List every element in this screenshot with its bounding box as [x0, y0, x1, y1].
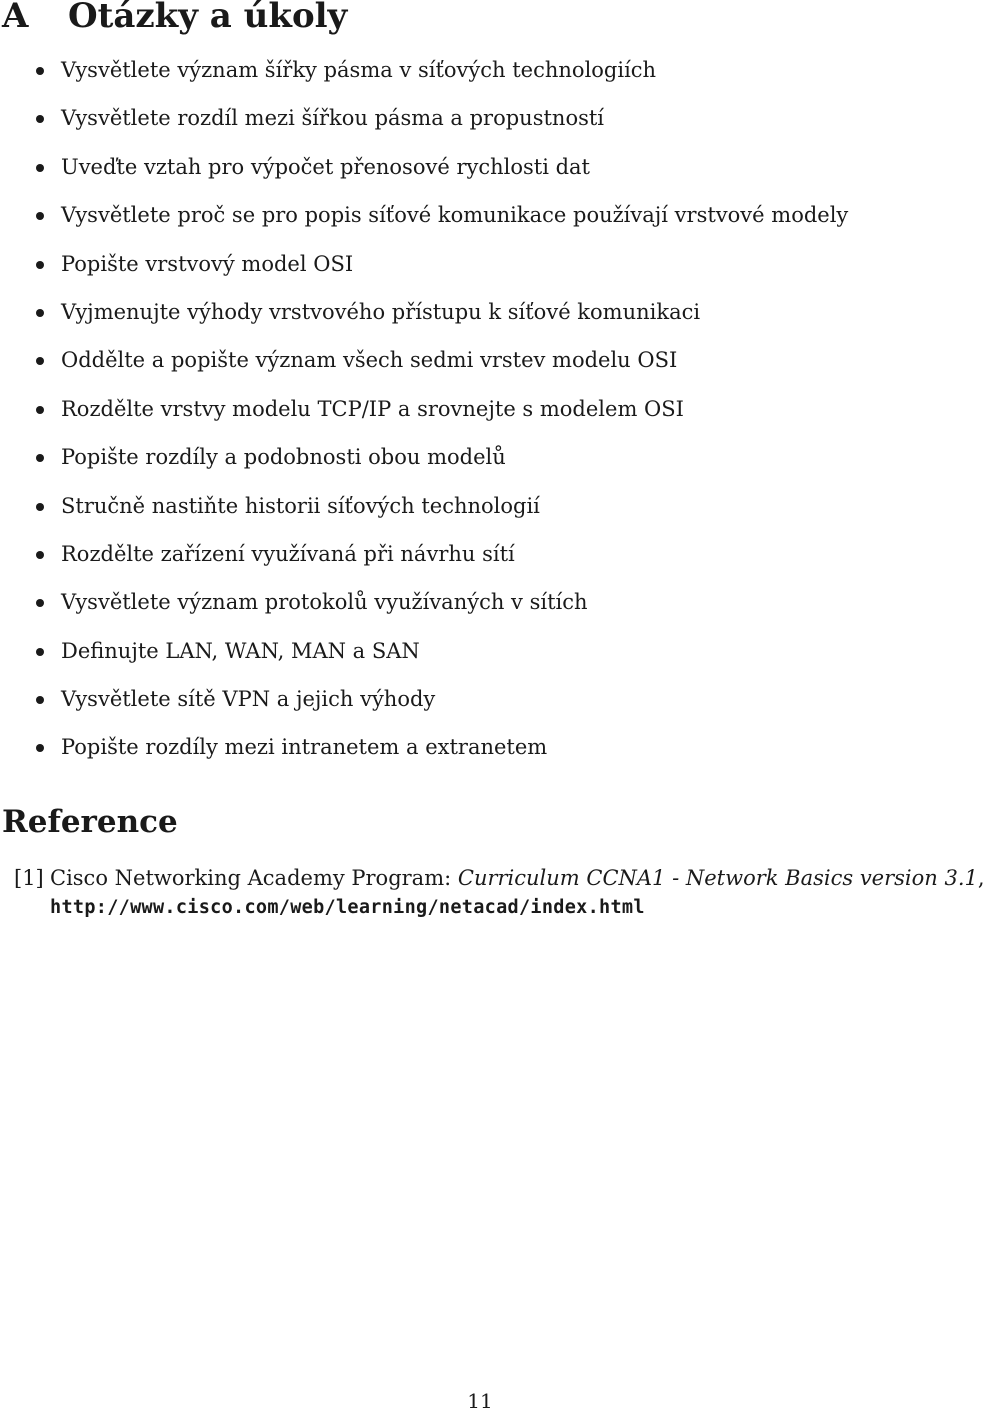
references-heading: Reference	[2, 804, 178, 840]
bullet-icon	[36, 648, 44, 656]
reference-separator: ,	[977, 866, 985, 890]
task-text: Vyjmenujte výhody vrstvového přístupu k síťové komunikaci	[61, 299, 701, 324]
page-number: 11	[467, 1389, 493, 1413]
task-text: Vysvětlete rozdíl mezi šířkou pásma a propustností	[61, 106, 605, 131]
reference-url-link[interactable]: http://www.cisco.com/web/learning/netacad/index.html	[50, 897, 645, 918]
task-text: Rozdělte zařízení využívaná při návrhu sítí	[61, 541, 515, 566]
task-text: Vysvětlete význam protokolů využívaných v sítích	[61, 590, 588, 615]
task-text: Rozdělte vrstvy modelu TCP/IP a srovnejte s modelem OSI	[61, 396, 684, 421]
reference-number: [1]	[14, 866, 44, 890]
task-text: Oddělte a popište význam všech sedmi vrstev modelu OSI	[61, 348, 678, 373]
bullet-icon	[36, 503, 44, 511]
task-text: Uveďte vztah pro výpočet přenosové rychlosti dat	[61, 154, 590, 179]
bullet-icon	[36, 309, 44, 317]
task-text: Definujte LAN, WAN, MAN a SAN	[61, 638, 420, 663]
section-number: A	[2, 0, 29, 36]
reference-author: Cisco Networking Academy Program:	[50, 866, 458, 890]
bullet-icon	[36, 67, 44, 75]
reference-citation	[50, 863, 985, 893]
task-text: Popište vrstvový model OSI	[61, 251, 354, 276]
bullet-icon	[36, 454, 44, 462]
bullet-icon	[36, 164, 44, 172]
task-text: Stručně nastiňte historii síťových technologií	[61, 493, 540, 518]
bullet-icon	[36, 115, 44, 123]
bullet-icon	[36, 744, 44, 752]
task-text: Popište rozdíly a podobnosti obou modelů	[61, 445, 506, 470]
task-text: Vysvětlete význam šířky pásma v síťových technologiích	[61, 58, 657, 82]
reference-title: Curriculum CCNA1 - Network Basics version 3.1	[457, 866, 978, 890]
task-text: Vysvětlete proč se pro popis síťové komunikace používají vrstvové modely	[61, 203, 849, 228]
task-text: Vysvětlete sítě VPN a jejich výhody	[61, 687, 436, 712]
bullet-icon	[36, 551, 44, 559]
bullet-icon	[36, 261, 44, 269]
bullet-icon	[36, 212, 44, 220]
bullet-icon	[36, 357, 44, 365]
bullet-icon	[36, 696, 44, 704]
bullet-icon	[36, 406, 44, 414]
bullet-icon	[36, 599, 44, 607]
section-heading	[0, 0, 347, 38]
section-title: Otázky a úkoly	[68, 0, 348, 36]
task-text: Popište rozdíly mezi intranetem a extranetem	[61, 735, 548, 760]
